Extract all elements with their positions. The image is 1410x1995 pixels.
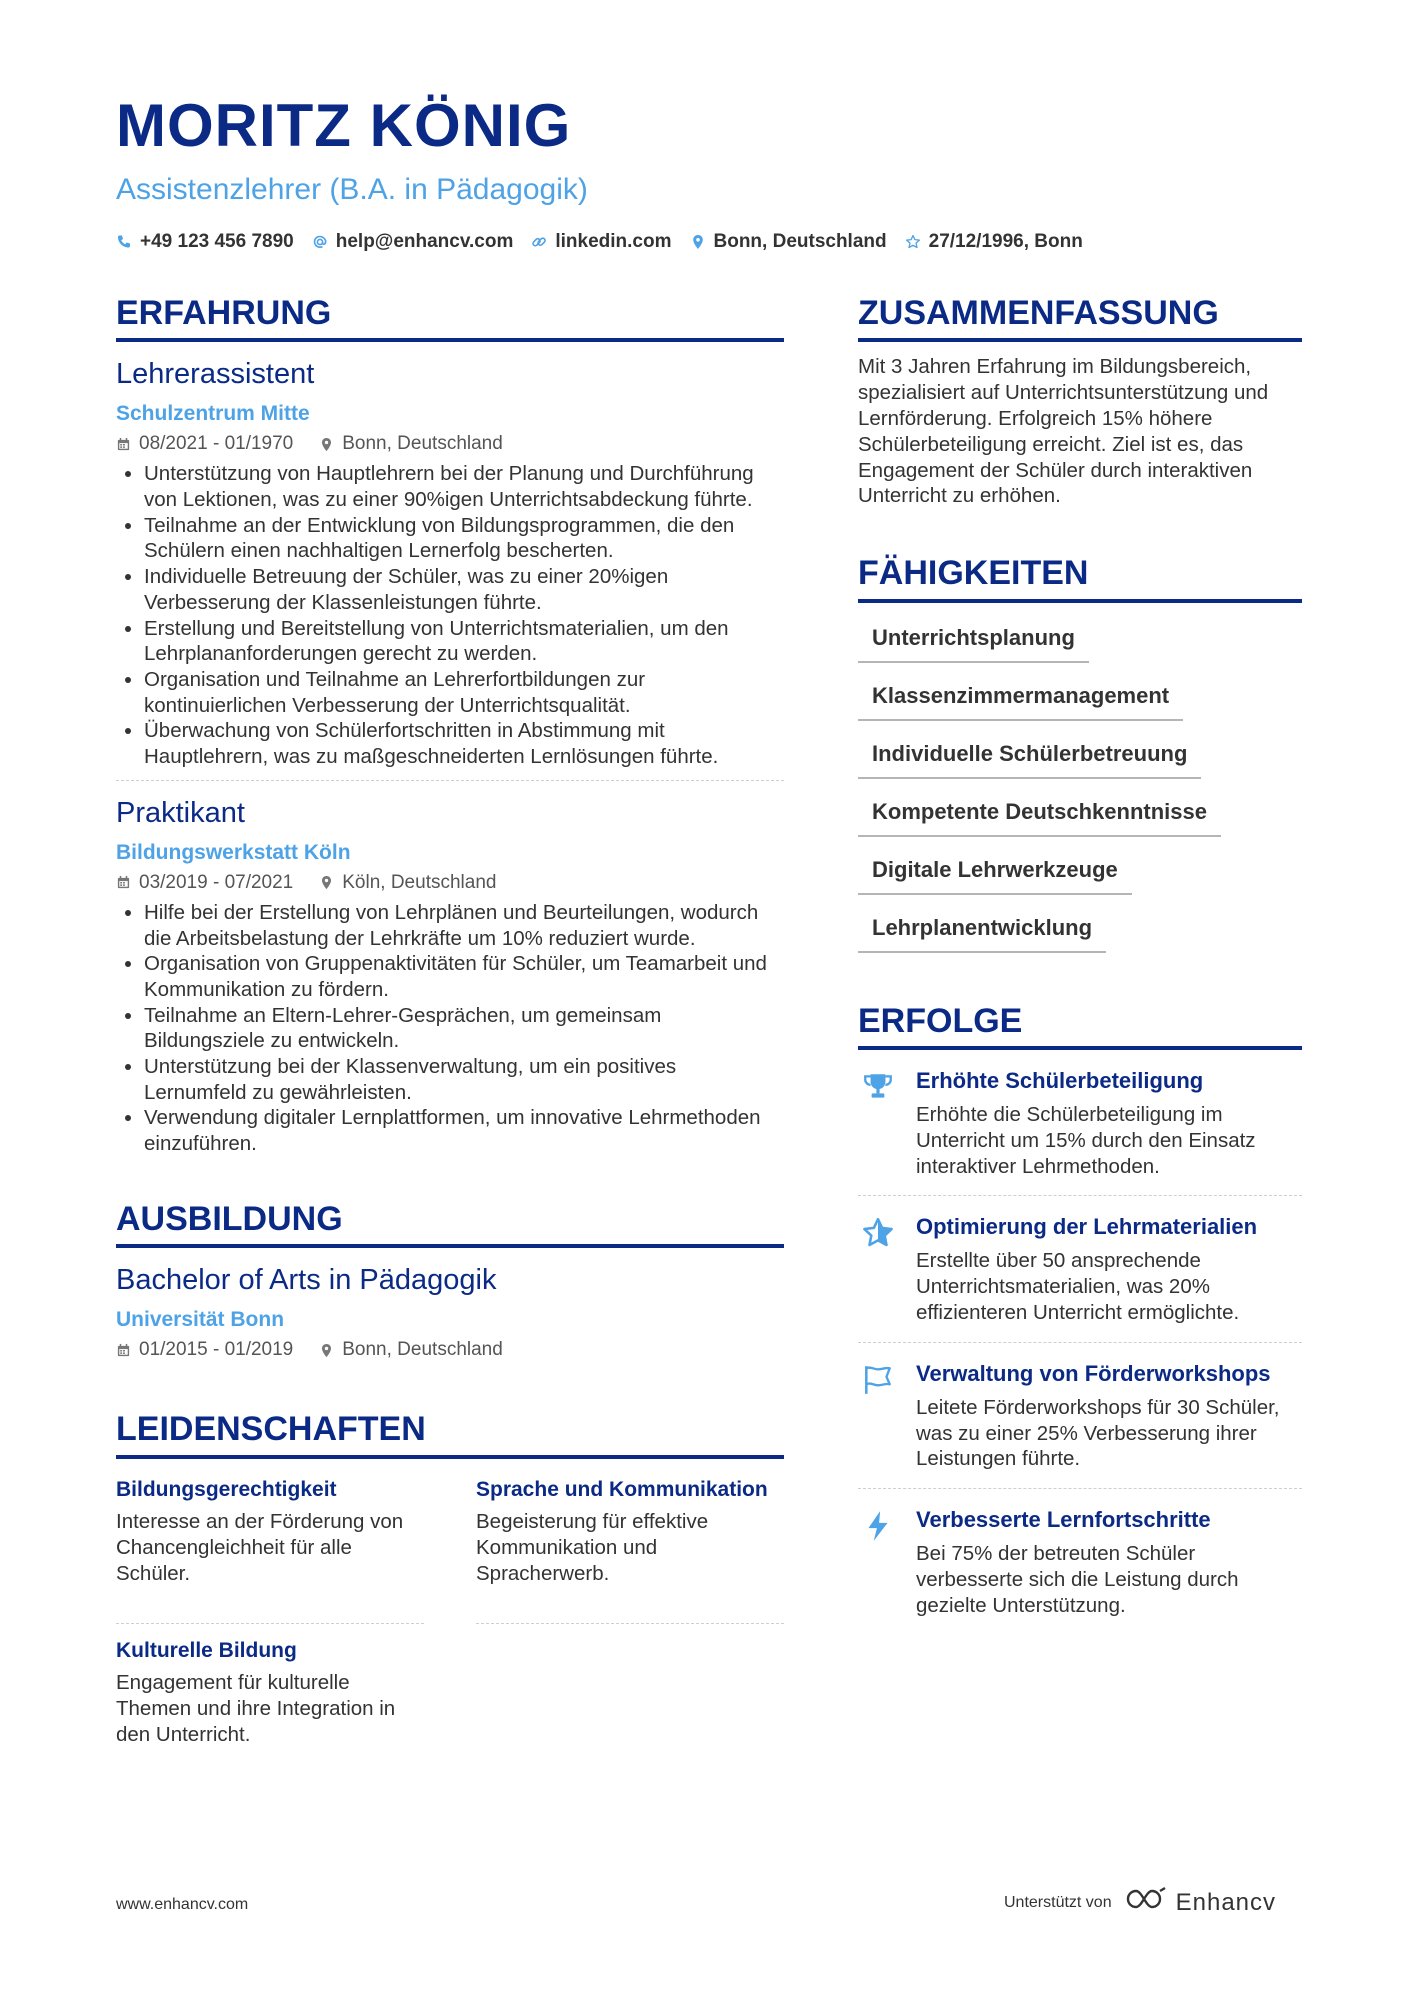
job-title: Lehrerassistent [116, 358, 315, 391]
job-dates-text: 08/2021 - 01/1970 [139, 433, 294, 455]
bullet-item: • Organisation und Teilnahme an Lehrerfortbildungen zur kontinuierlichen Verbesserung der Unterrichtsqualität. [144, 667, 784, 718]
passion-desc: Begeisterung für effektive Kommunikation und Spracherwerb. [476, 1509, 709, 1585]
achievement-desc: Erstellte über 50 ansprechende Unterrichtsmaterialien, was 20% effizienteren Unterricht ermöglichte. [916, 1249, 1240, 1324]
achievement-item [858, 1489, 1302, 1634]
location-icon [319, 875, 334, 890]
passion-desc: Engagement für kulturelle Themen und ihre Integration in den Unterricht. [116, 1670, 396, 1746]
passions-section [116, 1411, 784, 1759]
education-location [319, 1339, 503, 1361]
education-dates [116, 1339, 293, 1361]
achievement-body [916, 1068, 1302, 1179]
calendar-icon [116, 875, 131, 890]
bullet-item: • Individuelle Betreuung der Schüler, was zu einer 20%igen Verbesserung der Klassenleistungen führte. [144, 564, 784, 615]
contact-linkedin[interactable] [531, 231, 671, 253]
achievement-item [858, 1050, 1302, 1196]
brand-logo[interactable] [1124, 1886, 1276, 1919]
summary-heading: ZUSAMMENFASSUNG [858, 295, 1302, 342]
achievement-title: Erhöhte Schülerbeteiligung [916, 1067, 1204, 1093]
achievement-body [916, 1507, 1302, 1618]
achievements-heading: ERFOLGE [858, 1003, 1302, 1050]
achievement-desc: Leitete Förderworkshops für 30 Schüler, was zu einer 25% Verbesserung ihrer Leistungen führte. [916, 1395, 1280, 1471]
bullet-item: • Teilnahme an Eltern-Lehrer-Gesprächen, um gemeinsam Bildungsziele zu entwickeln. [144, 1003, 784, 1054]
passion-title: Sprache und Kommunikation [476, 1477, 768, 1501]
enhancv-logo-icon [1124, 1886, 1168, 1919]
contact-linkedin-text: linkedin.com [555, 231, 672, 252]
education-entry [116, 1248, 784, 1361]
job-entry [116, 781, 784, 1157]
job-location-text: Köln, Deutschland [342, 871, 497, 893]
bullet-item: • Hilfe bei der Erstellung von Lehrplänen und Beurteilungen, wodurch die Arbeitsbelastung der Lehrkräfte um 10% reduziert wurde. [144, 900, 784, 951]
contact-email-text: help@enhancv.com [335, 231, 514, 252]
candidate-name: MORITZ KÖNIG [116, 92, 572, 159]
skill-tag: Lehrplanentwicklung [858, 915, 1106, 953]
contact-birth [905, 231, 1083, 253]
trophy-icon [858, 1068, 898, 1179]
achievement-title: Optimierung der Lehrmaterialien [916, 1214, 1258, 1240]
contact-phone[interactable] [116, 231, 294, 253]
bullet-item: • Verwendung digitaler Lernplattformen, um innovative Lehrmethoden einzuführen. [144, 1105, 784, 1156]
summary-section [858, 295, 1302, 509]
job-dates [116, 433, 293, 455]
bullet-item: • Unterstützung von Hauptlehrern bei der Planung und Durchführung von Lektionen, was zu einer 90%igen Unterrichtsabdeckung führte. [144, 461, 784, 512]
skills-heading: FÄHIGKEITEN [858, 555, 1302, 602]
contact-location-text: Bonn, Deutschland [713, 231, 887, 252]
star-icon [905, 234, 921, 250]
powered-by-label: Unterstützt von [1004, 1893, 1112, 1911]
candidate-role: Assistenzlehrer (B.A. in Pädagogik) [116, 173, 588, 206]
job-location [319, 872, 496, 894]
passion-item [116, 1624, 424, 1760]
contact-bar [116, 230, 1083, 254]
passion-item [476, 1477, 784, 1624]
job-dates [116, 872, 293, 894]
passion-title: Kulturelle Bildung [116, 1638, 297, 1662]
degree-title: Bachelor of Arts in Pädagogik [116, 1264, 497, 1297]
job-company: Bildungswerkstatt Köln [116, 840, 351, 864]
skill-tag: Klassenzimmermanagement [858, 683, 1183, 721]
achievement-desc: Erhöhte die Schülerbeteiligung im Unterricht um 15% durch den Einsatz interaktiver Lehrmethoden. [916, 1102, 1256, 1178]
education-heading: AUSBILDUNG [116, 1201, 784, 1248]
footer-website[interactable]: www.enhancv.com [116, 1896, 249, 1913]
job-bullets [116, 461, 784, 769]
location-icon [319, 437, 334, 452]
calendar-icon [116, 1343, 131, 1358]
contact-phone-text: +49 123 456 7890 [140, 231, 294, 252]
education-section [116, 1201, 784, 1361]
right-column [858, 295, 1302, 1635]
achievement-body [916, 1361, 1302, 1472]
skill-tag: Unterrichtsplanung [858, 625, 1089, 663]
education-location-text: Bonn, Deutschland [342, 1339, 503, 1361]
footer-branding [1004, 1886, 1276, 1919]
at-icon [312, 234, 328, 250]
contact-email[interactable] [312, 231, 514, 253]
job-dates-text: 03/2019 - 07/2021 [139, 871, 294, 893]
job-meta [116, 433, 784, 455]
skill-tag: Individuelle Schülerbetreuung [858, 741, 1201, 779]
skill-tag: Digitale Lehrwerkzeuge [858, 857, 1132, 895]
brand-name: Enhancv [1175, 1888, 1277, 1916]
achievement-item [858, 1196, 1302, 1342]
achievement-item [858, 1343, 1302, 1489]
skill-tag: Kompetente Deutschkenntnisse [858, 799, 1221, 837]
phone-icon [116, 234, 132, 250]
job-title: Praktikant [116, 796, 245, 829]
left-column [116, 295, 784, 1760]
contact-location [690, 231, 887, 253]
location-icon [690, 234, 706, 250]
education-meta [116, 1339, 784, 1361]
contact-birth-text: 27/12/1996, Bonn [928, 231, 1083, 252]
achievement-desc: Bei 75% der betreuten Schüler verbesserte sich die Leistung durch gezielte Unterstützung. [916, 1542, 1239, 1617]
school-name: Universität Bonn [116, 1307, 285, 1331]
job-entry [116, 342, 784, 780]
achievement-title: Verbesserte Lernfortschritte [916, 1507, 1211, 1533]
experience-heading: ERFAHRUNG [116, 295, 784, 342]
job-location-text: Bonn, Deutschland [342, 433, 503, 455]
skills-list [858, 605, 1302, 953]
achievements-section [858, 1003, 1302, 1635]
summary-text: Mit 3 Jahren Erfahrung im Bildungsbereich, spezialisiert auf Unterrichtsunterstützung und Lernförderung. Erfolgreich 15% höhere Schülerbeteiligung erreicht. Ziel ist es, das Engagement der Schüler durch interaktiven Unterricht zu erhöhen. [858, 355, 1269, 508]
star-icon [858, 1214, 898, 1325]
skills-section [858, 555, 1302, 952]
achievement-body [916, 1214, 1302, 1325]
passions-grid [116, 1477, 784, 1760]
bullet-item: • Unterstützung bei der Klassenverwaltung, um ein positives Lernumfeld zu gewährleisten. [144, 1054, 784, 1105]
bullet-item: • Organisation von Gruppenaktivitäten für Schüler, um Teamarbeit und Kommunikation zu fördern. [144, 951, 784, 1002]
job-bullets [116, 900, 784, 1157]
job-meta [116, 872, 784, 894]
passion-title: Bildungsgerechtigkeit [116, 1477, 337, 1501]
passions-heading: LEIDENSCHAFTEN [116, 1411, 784, 1458]
job-location [319, 433, 503, 455]
experience-section [116, 295, 784, 1157]
lightning-icon [858, 1507, 898, 1618]
education-dates-text: 01/2015 - 01/2019 [139, 1339, 294, 1361]
job-company: Schulzentrum Mitte [116, 402, 310, 426]
location-icon [319, 1343, 334, 1358]
passion-item [116, 1477, 424, 1624]
bullet-item: • Überwachung von Schülerfortschritten in Abstimmung mit Hauptlehrern, was zu maßgeschneiderten Lernlösungen führte. [144, 718, 784, 769]
achievement-title: Verwaltung von Förderworkshops [916, 1360, 1271, 1386]
passion-desc: Interesse an der Förderung von Chancengleichheit für alle Schüler. [116, 1509, 404, 1585]
calendar-icon [116, 437, 131, 452]
bullet-item: • Erstellung und Bereitstellung von Unterrichtsmaterialien, um den Lehrplananforderungen gerecht zu werden. [144, 616, 784, 667]
bullet-item: • Teilnahme an der Entwicklung von Bildungsprogrammen, die den Schülern einen nachhaltigen Lernerfolg bescherten. [144, 513, 784, 564]
link-icon [531, 234, 547, 250]
flag-icon [858, 1361, 898, 1472]
